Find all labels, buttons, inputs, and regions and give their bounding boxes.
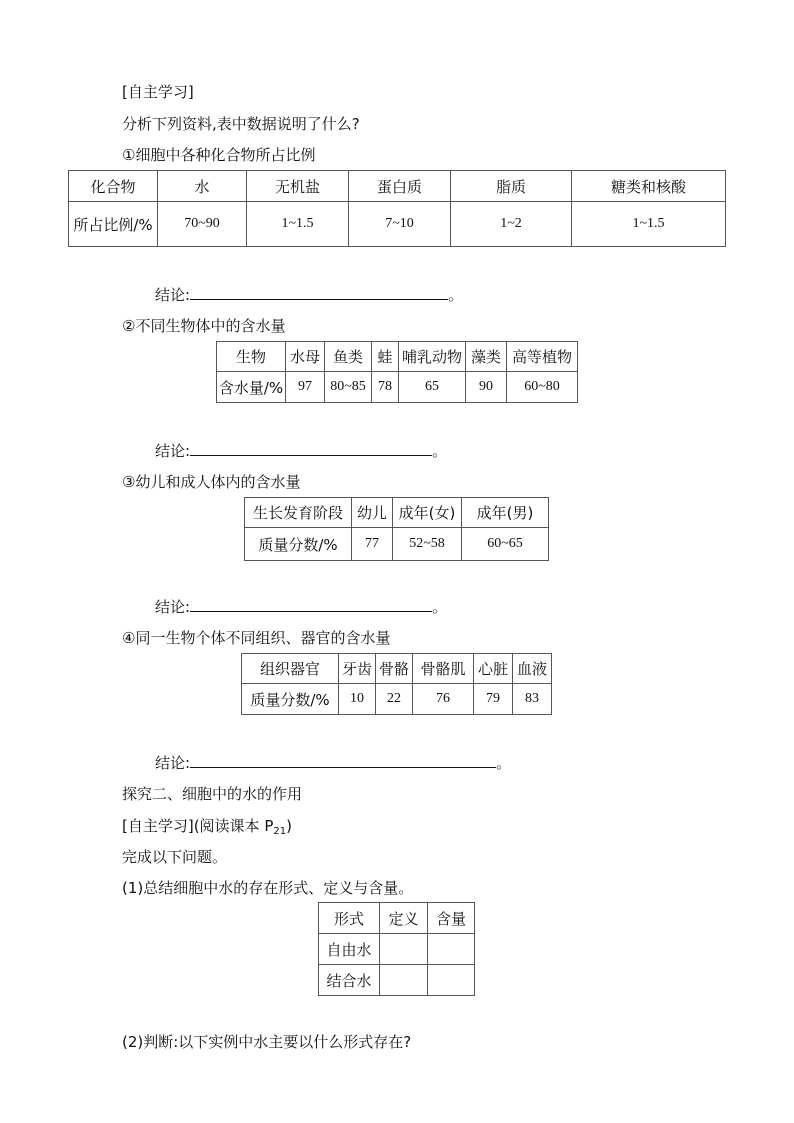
table-header-cell: 高等植物: [507, 342, 578, 372]
table-cell: 52~58: [393, 528, 462, 561]
table-header-cell: 生物: [217, 342, 286, 372]
table-header-cell: 成年(女): [393, 498, 462, 528]
answer-cell[interactable]: [380, 965, 428, 996]
conclusion-2: [155, 441, 447, 461]
section4-title: ④同一生物个体不同组织、器官的含水量: [122, 629, 391, 647]
self-study-read: [自主学习](阅读课本 P: [122, 817, 274, 835]
table-header-cell: 骨骼肌: [413, 654, 474, 684]
table-cell: 1~1.5: [247, 202, 349, 247]
tissue-water-table: [241, 653, 552, 715]
conclusion-1: [155, 285, 463, 305]
conclusion-label: 结论:: [155, 442, 191, 460]
table-header-cell: 无机盐: [247, 171, 349, 202]
table-cell: 90: [466, 372, 507, 403]
table-header-cell: 脂质: [451, 171, 572, 202]
self-study-read-line: [122, 816, 292, 842]
section1-title: ①细胞中各种化合物所占比例: [122, 146, 316, 164]
table-cell: 97: [286, 372, 325, 403]
period: 。: [432, 442, 448, 460]
table-header-cell: 形式: [319, 903, 380, 934]
period: 。: [496, 754, 512, 772]
table-header-cell: 心脏: [474, 654, 513, 684]
answer-blank[interactable]: [190, 597, 432, 612]
table-header-cell: 组织器官: [242, 654, 339, 684]
complete-instruction: 完成以下问题。: [122, 848, 228, 866]
conclusion-label: 结论:: [155, 754, 191, 772]
table-header-cell: 糖类和核酸: [572, 171, 726, 202]
answer-blank[interactable]: [190, 285, 448, 300]
table-row-label: 结合水: [319, 965, 380, 996]
table-header-cell: 蛋白质: [349, 171, 451, 202]
table-cell: 10: [339, 684, 376, 715]
answer-cell[interactable]: [380, 934, 428, 965]
table-header-cell: 藻类: [466, 342, 507, 372]
table-header-cell: 幼儿: [352, 498, 393, 528]
explore2-title: 探究二、细胞中的水的作用: [122, 785, 303, 803]
table-header-cell: 生长发育阶段: [245, 498, 352, 528]
question-1: (1)总结细胞中水的存在形式、定义与含量。: [122, 879, 414, 897]
table-header-cell: 哺乳动物: [399, 342, 466, 372]
table-cell: 22: [376, 684, 413, 715]
table-header-cell: 牙齿: [339, 654, 376, 684]
intro-question: 分析下列资料,表中数据说明了什么?: [122, 115, 360, 133]
table-cell: 1~2: [451, 202, 572, 247]
table-cell: 76: [413, 684, 474, 715]
self-study-heading: [自主学习]: [122, 83, 194, 101]
table-cell: 83: [513, 684, 552, 715]
table-header-cell: 水: [158, 171, 247, 202]
close-paren: ): [286, 817, 292, 835]
table-row-label: 所占比例/%: [69, 202, 158, 247]
period: 。: [448, 286, 464, 304]
answer-blank[interactable]: [190, 441, 432, 456]
conclusion-label: 结论:: [155, 598, 191, 616]
table-cell: 80~85: [325, 372, 372, 403]
table-header-cell: 蛙: [372, 342, 399, 372]
table-row-label: 质量分数/%: [245, 528, 352, 561]
table-row-label: 含水量/%: [217, 372, 286, 403]
table-cell: 78: [372, 372, 399, 403]
table-cell: 60~80: [507, 372, 578, 403]
table-cell: 7~10: [349, 202, 451, 247]
table-header-cell: 成年(男): [462, 498, 549, 528]
age-water-table: [244, 497, 549, 561]
table-header-cell: 定义: [380, 903, 428, 934]
conclusion-label: 结论:: [155, 286, 191, 304]
conclusion-3: [155, 597, 447, 617]
section2-title: ②不同生物体中的含水量: [122, 317, 286, 335]
section3-title: ③幼儿和成人体内的含水量: [122, 473, 301, 491]
table-row-label: 自由水: [319, 934, 380, 965]
page-subscript: 21: [273, 826, 287, 837]
organism-water-table: [216, 341, 578, 403]
table-cell: 1~1.5: [572, 202, 726, 247]
period: 。: [432, 598, 448, 616]
answer-blank[interactable]: [190, 753, 496, 768]
answer-cell[interactable]: [428, 965, 475, 996]
table-cell: 60~65: [462, 528, 549, 561]
table-header-cell: 水母: [286, 342, 325, 372]
table-cell: 70~90: [158, 202, 247, 247]
compound-ratio-table: [68, 170, 726, 247]
table-cell: 79: [474, 684, 513, 715]
table-header-cell: 化合物: [69, 171, 158, 202]
table-cell: 77: [352, 528, 393, 561]
table-row-label: 质量分数/%: [242, 684, 339, 715]
question-2: (2)判断:以下实例中水主要以什么形式存在?: [122, 1033, 412, 1051]
conclusion-4: [155, 753, 511, 773]
table-header-cell: 骨骼: [376, 654, 413, 684]
table-cell: 65: [399, 372, 466, 403]
answer-cell[interactable]: [428, 934, 475, 965]
table-header-cell: 鱼类: [325, 342, 372, 372]
table-header-cell: 血液: [513, 654, 552, 684]
water-form-table: [318, 902, 475, 996]
table-header-cell: 含量: [428, 903, 475, 934]
